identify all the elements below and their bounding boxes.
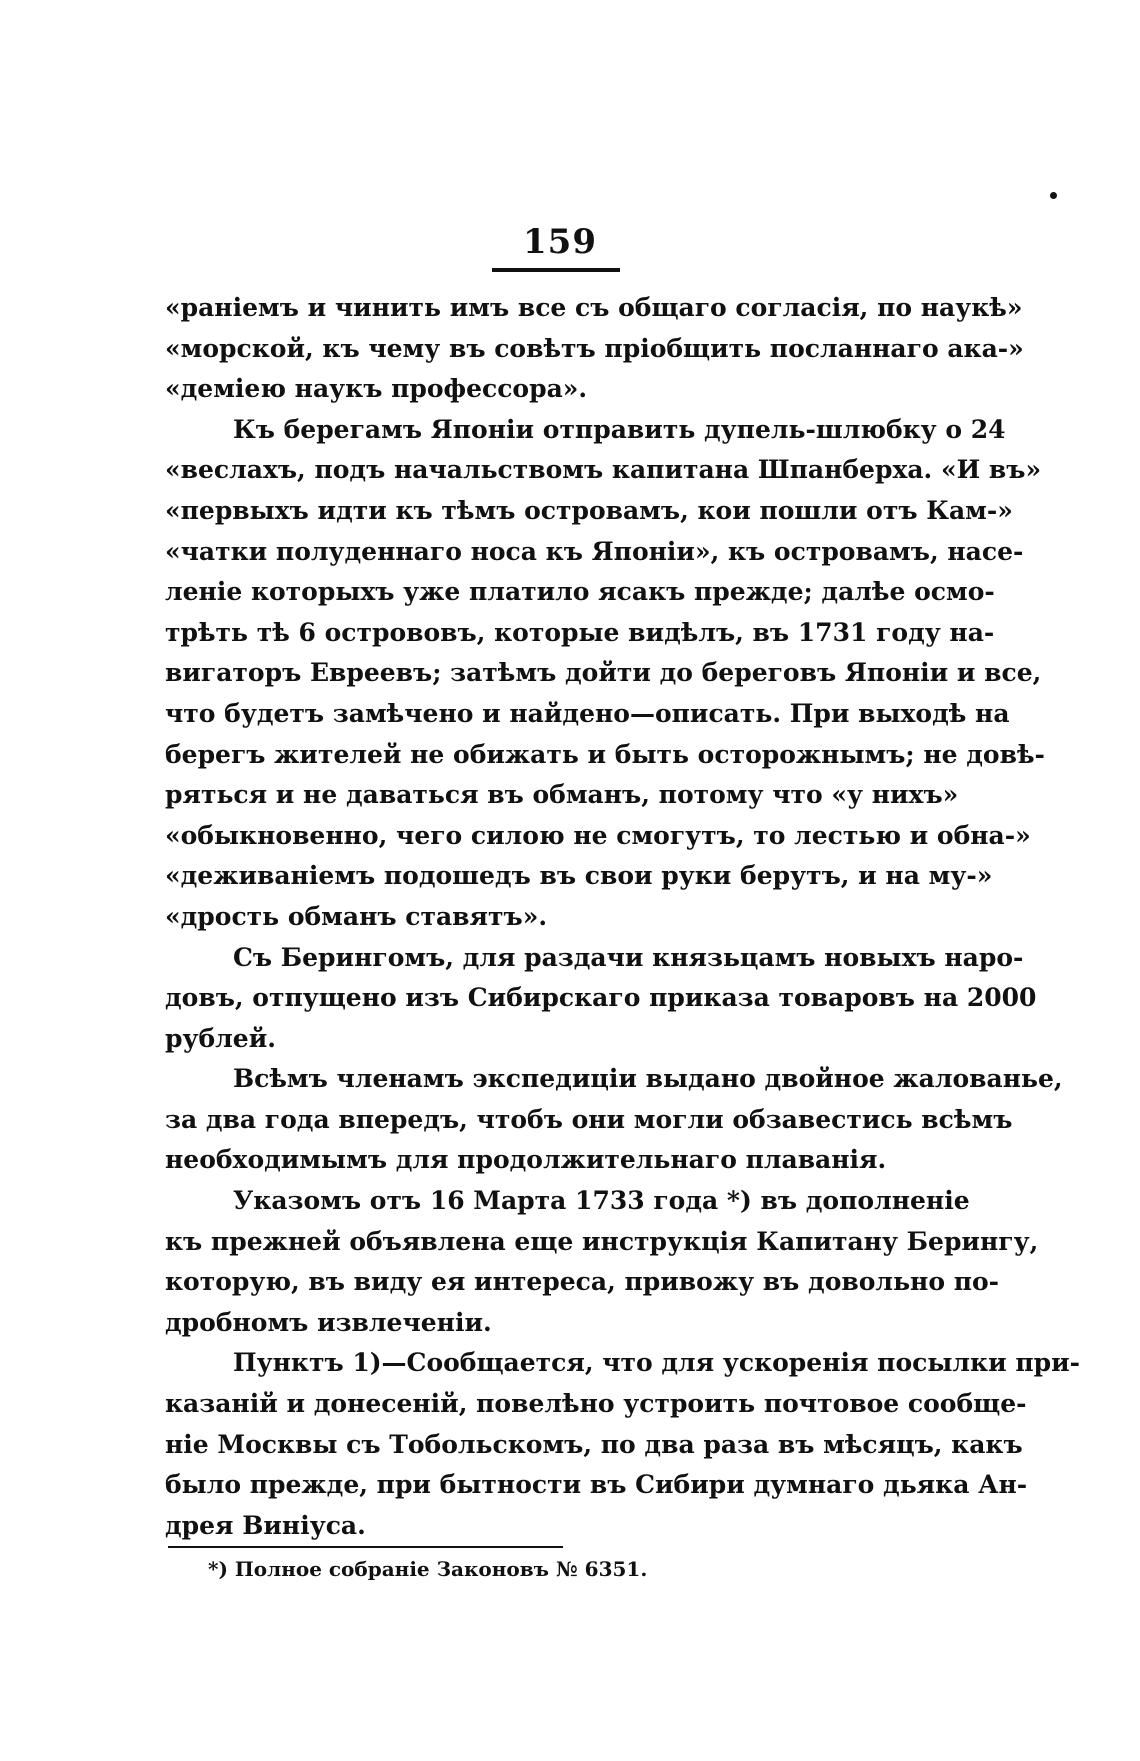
text-line: ніе Москвы съ Тобольскомъ, по два раза въ мѣсяцъ, какъ (165, 1429, 1023, 1459)
text-line: къ прежней объявлена еще инструкція Капитану Берингу, (165, 1226, 1039, 1256)
text-line: рублей. (165, 1023, 276, 1053)
text-line: ряться и не даваться въ обманъ, потому что «у нихъ» (165, 780, 959, 810)
body-text (165, 288, 1081, 1546)
text-line: казаній и донесеній, повелѣно устроить почтовое сообще- (165, 1389, 1027, 1419)
text-line: берегъ жителей не обижать и быть осторожнымъ; не довѣ- (165, 739, 1045, 769)
text-line: «морской, къ чему въ совѣтъ пріобщить посланнаго ака-» (165, 333, 1024, 363)
text-line: довъ, отпущено изъ Сибирскаго приказа товаровъ на 2000 (165, 983, 1037, 1013)
text-line: «деживаніемъ подошедъ въ свои руки берутъ, и на му-» (165, 861, 993, 891)
text-line: «первыхъ идти къ тѣмъ островамъ, кои пошли отъ Кам-» (165, 495, 1013, 525)
text-line: Указомъ отъ 16 Марта 1733 года *) въ дополненіе (233, 1186, 970, 1216)
text-line: Всѣмъ членамъ экспедиціи выдано двойное жалованье, (233, 1064, 1063, 1094)
text-line: «деміею наукъ профессора». (165, 374, 588, 404)
text-line: было прежде, при бытности въ Сибири думнаго дьяка Ан- (165, 1470, 1028, 1500)
text-line: леніе которыхъ уже платило ясакъ прежде; далѣе осмо- (165, 577, 995, 607)
text-line: дробномъ извлеченіи. (165, 1307, 492, 1337)
ink-speck (1050, 192, 1057, 199)
text-line: «чатки полуденнаго носа къ Японіи», къ островамъ, насе- (165, 536, 1024, 566)
page-number: 159 (523, 222, 597, 262)
text-line: Съ Берингомъ, для раздачи князьцамъ новыхъ наро- (233, 942, 1024, 972)
text-line: необходимымъ для продолжительнаго плаванія. (165, 1145, 887, 1175)
page-number-rule (492, 268, 620, 272)
footnote: *) Полное собраніе Законовъ № 6351. (208, 1557, 648, 1581)
text-line: которую, въ виду ея интереса, привожу въ довольно по- (165, 1267, 1000, 1297)
text-line: «раніемъ и чинить имъ все съ общаго согласія, по наукѣ» (165, 293, 1023, 322)
text-line: Къ берегамъ Японіи отправить дупель-шлюбку о 24 (233, 414, 1006, 444)
text-line: «веслахъ, подъ начальствомъ капитана Шпанберха. «И въ» (165, 455, 1042, 485)
text-line: вигаторъ Евреевъ; затѣмъ дойти до береговъ Японіи и все, (165, 658, 1042, 688)
text-line: за два года впередъ, чтобъ они могли обзавестись всѣмъ (165, 1104, 1013, 1134)
text-line: «дрость обманъ ставятъ». (165, 901, 548, 931)
text-line: трѣть тѣ 6 острововъ, которые видѣлъ, въ 1731 году на- (165, 617, 995, 647)
footnote-rule (168, 1546, 563, 1548)
text-line: дрея Виніуса. (165, 1510, 366, 1540)
text-line: что будетъ замѣчено и найдено—описать. При выходѣ на (165, 698, 1010, 728)
text-line: Пунктъ 1)—Сообщается, что для ускоренія посылки при- (233, 1348, 1081, 1378)
text-line: «обыкновенно, чего силою не смогутъ, то лестью и обна-» (165, 820, 1031, 850)
